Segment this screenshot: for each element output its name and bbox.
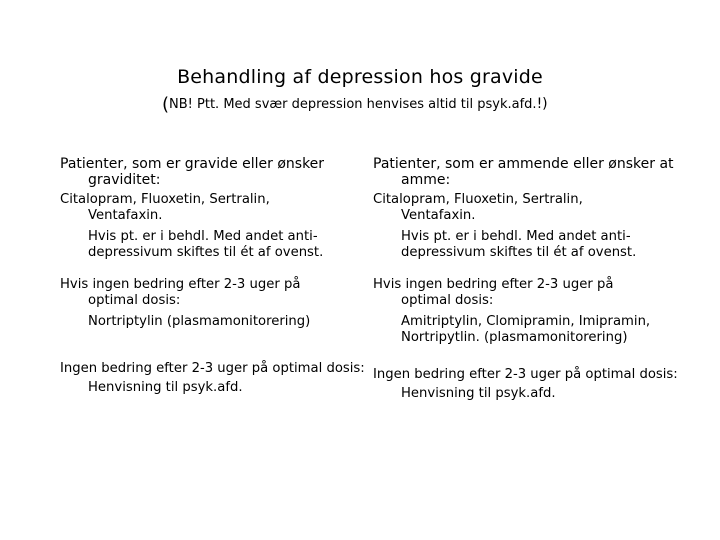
right-header: Patienter, som er ammende eller ønsker at amme: [373,156,674,188]
right-column [373,156,693,402]
left-header: Patienter, som er gravide eller ønsker graviditet: [60,156,325,188]
subtitle-open-paren: ( [162,94,170,115]
right-no-improvement: Hvis ingen bedring efter 2-3 uger på optimal dosis: [373,277,614,308]
right-referral: Henvisning til psyk.afd. [401,386,556,401]
left-switch-note: Hvis pt. er i behdl. Med andet anti-depressivum skiftes til ét af ovenst. [88,229,324,260]
left-still-no-improvement: Ingen bedring efter 2-3 uger på optimal dosis: [60,361,365,376]
left-referral: Henvisning til psyk.afd. [88,380,243,395]
page-title: Behandling af depression hos gravide [177,66,543,88]
right-still-no-improvement: Ingen bedring efter 2-3 uger på optimal dosis: [373,367,678,382]
right-second-line: Amitriptylin, Clomipramin, Imipramin, Nortripytlin. (plasmamonitorering) [401,314,651,345]
left-column [60,156,380,396]
right-switch-note: Hvis pt. er i behdl. Med andet anti-depressivum skiftes til ét af ovenst. [401,229,637,260]
left-first-line: Citalopram, Fluoxetin, Sertralin, [60,192,270,207]
subtitle [162,94,582,115]
right-first-line: Citalopram, Fluoxetin, Sertralin, [373,192,583,207]
left-second-line: Nortriptylin (plasmamonitorering) [88,314,311,329]
left-no-improvement: Hvis ingen bedring efter 2-3 uger på optimal dosis: [60,277,301,308]
left-first-cont: Ventafaxin. [88,208,163,223]
subtitle-text: NB! Ptt. Med svær depression henvises altid til psyk.afd. [169,97,537,112]
right-first-cont: Ventafaxin. [401,208,476,223]
subtitle-close: !) [536,96,548,112]
